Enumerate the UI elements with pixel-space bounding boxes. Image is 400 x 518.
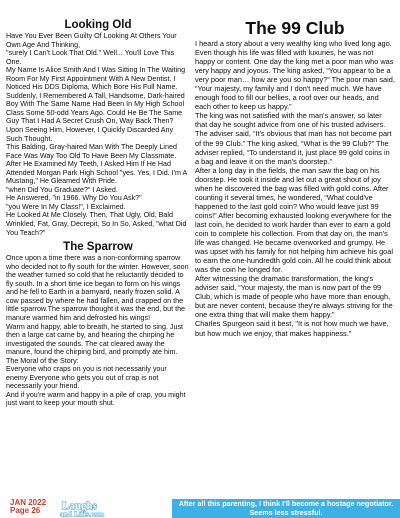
- left-column: [6, 0, 190, 408]
- footer-banner: After all this parenting, I think I'll become a hostage negotiator. Seems less stressful.: [172, 499, 400, 518]
- club-paragraph: After a long day in the fields, the man saw the bag on his doorstep. He took it inside and let out a great shout of joy when he discovered the bag was filled with gold coins. After counting it several times, he wondered, “What could've happened to the last gold coin? Who would leave just 99 coins!” After becoming exhausted looking everywhere for the last coin, he decided to work harder than ever to earn a gold coin to complete his collection. From that day on, the man's life was changed. He became overworked and grumpy. He was upset with his family for not helping him achieve his goal to earn the one-hundredth gold coin. All he could think about was the coin he longed for.: [195, 165, 393, 275]
- club-paragraph: The king was not satisfied with the man's answer, so later that day he sought advice from one of his trusted advisers. The adviser said, “It's obvious that man has not become part of the 99 Club.” The king asked, “What is the 99 Club?” The adviser replied, “To understand it, just place 99 gold coins in a bag and leave it on the man's doorstep.”: [195, 111, 392, 166]
- laughs-and-lifts-logo: [58, 499, 150, 517]
- sparrow-body: [6, 254, 190, 408]
- right-column: [195, 0, 395, 338]
- club-body: [195, 39, 395, 338]
- page-footer: [0, 499, 400, 518]
- page-number: Page 26: [10, 506, 41, 515]
- looking-old-paragraph: He Answered, "in 1966. Why Do You Ask?": [6, 194, 142, 203]
- sparrow-paragraph: Once upon a time there was a non-conforming sparrow who decided not to fly south for the winter. However, soon the weather turned so cold that he reluctantly decided to fly south. In a short time ice began to form on his wings and he fell to Earth in a barnyard, nearly frozen solid. A cow passed by where he had fallen, and crapped on the little sparrow.The sparrow thought it was the end, but the manure warmed him and defrosted his wings!: [6, 254, 189, 322]
- looking-old-paragraph: Suddenly, I Remembered A Tall, Handsome, Dark-haired Boy With The Same Name Had Been In My High School Class Some 50-odd Years Ago. Could He Be The Same Guy That I Had A Secret Crush On, Way Back Then? Upon Seeing Him, However, I Quickly Discarded Any Such Thought.: [6, 91, 185, 143]
- sparrow-paragraph: The Moral of the Story:: [6, 356, 79, 365]
- sparrow-title: The Sparrow: [63, 241, 133, 254]
- sparrow-paragraph: Everyone who craps on you is not necessarily your enemy Everyone who gets you out of crap is not necessarily your friend.: [6, 365, 167, 391]
- looking-old-paragraph: My Name Is Alice Smith And I Was Sitting In The Waiting Room For My First Appointment With A New Dentist. I Noticed His DDS Diploma, Which Bore His Full Name.: [6, 66, 186, 92]
- club-paragraph: I heard a story about a very wealthy king who lived long ago. Even though his life was filled with luxuries, he was not happy or content. One day the king met a poor man who was very happy and joyous. The king asked, “You appear to be a very poor man… how are you so happy?” The poor man said, “Your majesty, my family and I don't need much. We have enough food to fill our bellies, a roof over our heads, and each other to keep us happy.”: [195, 39, 395, 112]
- sparrow-paragraph: And if you're warm and happy in a pile of crap, you might just want to keep your mouth shut.: [6, 390, 186, 408]
- sparrow-paragraph: Warm and happy, able to breath, he started to sing. Just then a large cat came by, and hearing the chirping he investigated the sounds. The cat cleared away the manure, found the chirping bird, and promptly ate him.: [6, 322, 184, 357]
- looking-old-paragraph: "when Did You Graduate?" I Asked.: [6, 185, 118, 194]
- looking-old-body: [6, 32, 190, 237]
- looking-old-title: Looking Old: [64, 19, 132, 31]
- logo-line-1: Laughs: [62, 500, 97, 512]
- club-paragraph: After witnessing the dramatic transformation, the king's adviser said, “Your majesty, the man is now part of the 99 Club, which is made of people who have more than enough, but are never content, because they're always striving for the one extra thing that will make them happy.”: [195, 274, 393, 320]
- looking-old-paragraph: "surely I Can't Look That Old." Well... You'll Love This One.: [6, 49, 175, 66]
- looking-old-paragraph: He Looked At Me Closely. Then, That Ugly, Old, Bald Wrinkled, Fat, Gray, Decrepit, So In So, Asked, "what Did You Teach?": [6, 211, 187, 237]
- club-paragraph: Charles Spurgeon said it best, "It is not how much we have, but how much we enjoy, that makes happiness.": [195, 319, 389, 338]
- looking-old-paragraph: "you Were In My Class!", I Exclaimed.: [6, 202, 126, 211]
- looking-old-paragraph: This Balding, Gray-haired Man With The Deeply Lined Face Was Way Too Old To Have Been My Classmate. After He Examined My Teeth, I Asked Him If He Had Attended Morgan Park High School "yes. Yes, I Did. I'm A Mustang," He Gleamed With Pride.: [6, 143, 187, 186]
- club-title: The 99 Club: [245, 18, 345, 38]
- looking-old-paragraph: Have You Ever Been Guilty Of Looking At Others Your Own Age And Thinking,: [6, 32, 177, 49]
- issue-date: JAN 2022: [10, 498, 47, 507]
- logo-line-2: and Lifts.com: [60, 509, 105, 517]
